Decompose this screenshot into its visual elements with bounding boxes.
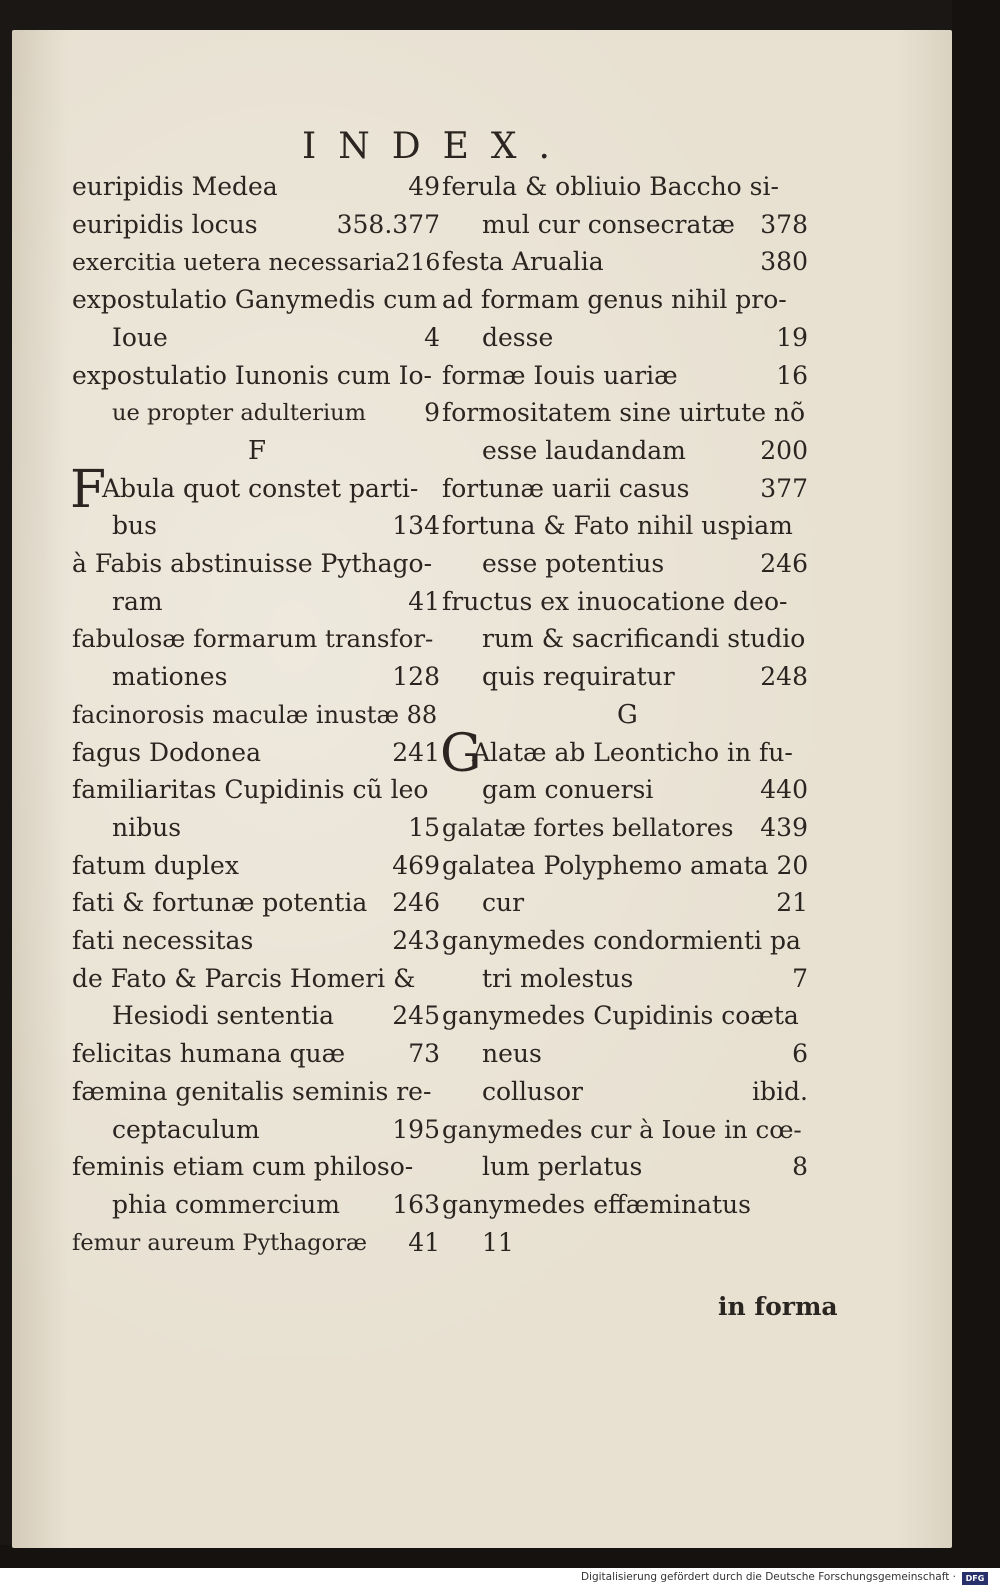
page-number: 378: [760, 209, 808, 239]
catchword: in forma: [718, 1292, 838, 1321]
index-entry: [482, 1224, 808, 1262]
footer-credit: Digitalisierung gefördert durch die Deutsche Forschungsgemeinschaft ·: [580, 1571, 956, 1583]
index-entry: [72, 922, 440, 960]
entry-text: euripidis locus: [72, 209, 258, 239]
page-number: 377: [760, 473, 808, 503]
entry-text: fortunæ uarii casus: [442, 473, 690, 503]
index-entry: [442, 281, 808, 319]
page-number: 21: [776, 888, 808, 918]
index-entry: [482, 960, 808, 998]
index-entry: [482, 319, 808, 357]
entry-text: galatæ fortes bellatores: [442, 813, 734, 842]
entry-text: ram: [112, 586, 163, 616]
page-number: 8: [792, 1152, 808, 1182]
index-entry: [442, 1111, 808, 1149]
page-number: 128: [392, 662, 440, 692]
index-entry: [112, 997, 440, 1035]
index-entry: [482, 620, 808, 658]
index-entry: [72, 734, 440, 772]
entry-text: exercitia uetera necessaria216: [72, 248, 441, 277]
index-entry: [442, 470, 808, 508]
section-letter: F: [248, 435, 267, 466]
index-entry: [442, 997, 808, 1035]
entry-text: rum & sacrificandi studio: [482, 624, 806, 654]
page-number: 243: [392, 926, 440, 955]
entry-text: fructus ex inuocatione deo-: [442, 586, 788, 616]
entry-text: ganymedes effæminatus: [442, 1189, 751, 1219]
index-entry: [442, 583, 808, 621]
entry-text: ad formam genus nihil pro-: [442, 285, 787, 315]
entry-text: collusor: [482, 1076, 583, 1106]
index-entry: [442, 243, 808, 281]
index-entry: [442, 809, 808, 847]
entry-text: mationes: [112, 662, 228, 692]
entry-text: desse: [482, 322, 554, 352]
entry-text: fæmina genitalis seminis re-: [72, 1076, 432, 1106]
page-number: 7: [792, 963, 808, 993]
entry-text: à Fabis abstinuisse Pythago-: [72, 549, 433, 578]
entry-text: facinorosis maculæ inustæ 88: [72, 700, 438, 729]
page-number: 195: [392, 1114, 440, 1144]
index-entry: [72, 1148, 440, 1186]
page-number: 134: [392, 511, 440, 541]
entry-text: felicitas humana quæ: [72, 1039, 346, 1069]
page-number: 19: [776, 322, 808, 352]
index-entry: [112, 1111, 440, 1149]
book-edge-top: [0, 0, 1000, 34]
running-head: INDEX.: [302, 126, 572, 167]
entry-text: fagus Dodonea: [72, 737, 261, 767]
entry-text: Alatæ ab Leonticho in fu-: [472, 737, 793, 767]
index-entry: [72, 620, 440, 658]
page-number: 73: [408, 1039, 440, 1069]
index-entry: [72, 1224, 440, 1262]
page-number: 41: [408, 586, 440, 616]
index-entry: [112, 319, 440, 357]
entry-text: ganymedes Cupidinis coæta: [442, 1001, 799, 1031]
index-entry: [442, 357, 808, 395]
book-page: [12, 30, 952, 1548]
entry-text: expostulatio Ganymedis cum: [72, 285, 438, 315]
entry-text: Ioue: [112, 322, 168, 352]
book-edge-right: [952, 0, 1000, 1568]
index-entry: [72, 771, 440, 809]
index-entry: [442, 1186, 808, 1224]
entry-text: tri molestus: [482, 963, 634, 993]
index-entry: [482, 432, 808, 470]
page-number: 15: [408, 812, 440, 842]
index-entry: [102, 470, 440, 508]
entry-text: fabulosæ formarum transfor-: [72, 624, 434, 654]
index-entry: [112, 658, 440, 696]
entry-text: femur aureum Pythagoræ: [72, 1229, 367, 1256]
entry-text: expostulatio Iunonis cum Io-: [72, 360, 432, 390]
page-number: 241: [392, 737, 440, 767]
page-number: 246: [392, 888, 440, 918]
index-entry: [72, 545, 440, 583]
digitization-footer: [0, 1568, 1000, 1590]
entry-text: ganymedes cur à Ioue in cœ-: [442, 1114, 802, 1144]
index-entry: [72, 243, 440, 281]
index-entry: [482, 1148, 808, 1186]
entry-text: formæ Iouis uariæ: [442, 360, 678, 390]
index-entry: [442, 847, 808, 885]
entry-text: Hesiodi sententia: [112, 1001, 335, 1031]
page-number: 246: [760, 549, 808, 578]
index-entry: [72, 168, 440, 206]
index-entry: [482, 206, 808, 244]
page-number: 4: [424, 322, 440, 352]
page-number: 200: [760, 435, 808, 465]
entry-text: ganymedes condormienti pa: [442, 926, 801, 955]
entry-text: fati necessitas: [72, 926, 254, 955]
page-number: 358.377: [336, 209, 440, 239]
index-entry: [72, 206, 440, 244]
page-number: 163: [392, 1189, 440, 1219]
entry-text: neus: [482, 1039, 542, 1069]
entry-text: Abula quot constet parti-: [102, 473, 419, 503]
index-entry: [482, 545, 808, 583]
entry-text: gam conuersi: [482, 775, 654, 805]
index-entry: [72, 696, 440, 734]
page-number: 41: [408, 1227, 440, 1257]
page-number: 469: [392, 850, 440, 880]
entry-text: fatum duplex: [72, 850, 239, 880]
entry-text: esse potentius: [482, 549, 665, 578]
entry-text: fortuna & Fato nihil uspiam: [442, 511, 793, 541]
index-entry: [72, 847, 440, 885]
drop-cap: G: [440, 723, 482, 784]
entry-text: ue propter adulterium: [112, 400, 366, 427]
entry-text: fati & fortunæ potentia: [72, 888, 368, 918]
entry-text: feminis etiam cum philoso-: [72, 1152, 414, 1182]
entry-text: galatea Polyphemo amata 20: [442, 850, 809, 880]
index-entry: [442, 394, 808, 432]
entry-text: ceptaculum: [112, 1114, 260, 1144]
entry-text: de Fato & Parcis Homeri &: [72, 963, 416, 993]
entry-text: mul cur consecratæ: [482, 209, 735, 239]
index-entry: [112, 809, 440, 847]
section-letter: G: [617, 699, 638, 730]
index-entry: [72, 1073, 440, 1111]
page-number: 440: [760, 775, 808, 805]
index-entry: [482, 1035, 808, 1073]
drop-cap: F: [70, 459, 107, 520]
index-entry: [112, 507, 440, 545]
page-number: 16: [776, 360, 808, 390]
page-number: 380: [760, 247, 808, 277]
index-entry: [112, 394, 440, 432]
page-number: 49: [408, 172, 440, 201]
page-number: 439: [760, 812, 808, 842]
index-entry: [482, 884, 808, 922]
index-entry: [442, 922, 808, 960]
index-entry: [442, 168, 808, 206]
page-number: 9: [424, 398, 440, 428]
entry-text: euripidis Medea: [72, 172, 278, 201]
index-entry: [72, 281, 440, 319]
index-entry: [482, 771, 808, 809]
entry-text: bus: [112, 511, 157, 541]
entry-text: nibus: [112, 812, 182, 842]
index-entry: [72, 960, 440, 998]
entry-text: esse laudandam: [482, 435, 686, 465]
index-entry: [442, 507, 808, 545]
entry-text: 11: [482, 1227, 514, 1257]
entry-text: festa Arualia: [442, 247, 604, 277]
page-number: ibid.: [752, 1076, 808, 1106]
index-entry: [72, 1035, 440, 1073]
index-entry: [482, 1073, 808, 1111]
dfg-logo: DFG: [962, 1572, 988, 1585]
entry-text: ferula & obliuio Baccho si-: [442, 172, 779, 201]
index-entry: [112, 1186, 440, 1224]
entry-text: phia commercium: [112, 1189, 340, 1219]
page-number: 6: [792, 1039, 808, 1069]
page-number: 248: [760, 662, 808, 692]
page-number: 245: [392, 1001, 440, 1031]
index-entry: [472, 734, 808, 772]
book-edge-bottom: [0, 1545, 1000, 1568]
entry-text: lum perlatus: [482, 1152, 643, 1182]
index-entry: [72, 357, 440, 395]
index-entry: [482, 658, 808, 696]
entry-text: cur: [482, 888, 525, 918]
index-entry: [112, 583, 440, 621]
index-entry: [72, 884, 440, 922]
entry-text: formositatem sine uirtute nõ: [442, 398, 806, 428]
entry-text: quis requiratur: [482, 662, 675, 692]
entry-text: familiaritas Cupidinis cũ leo: [72, 775, 429, 805]
